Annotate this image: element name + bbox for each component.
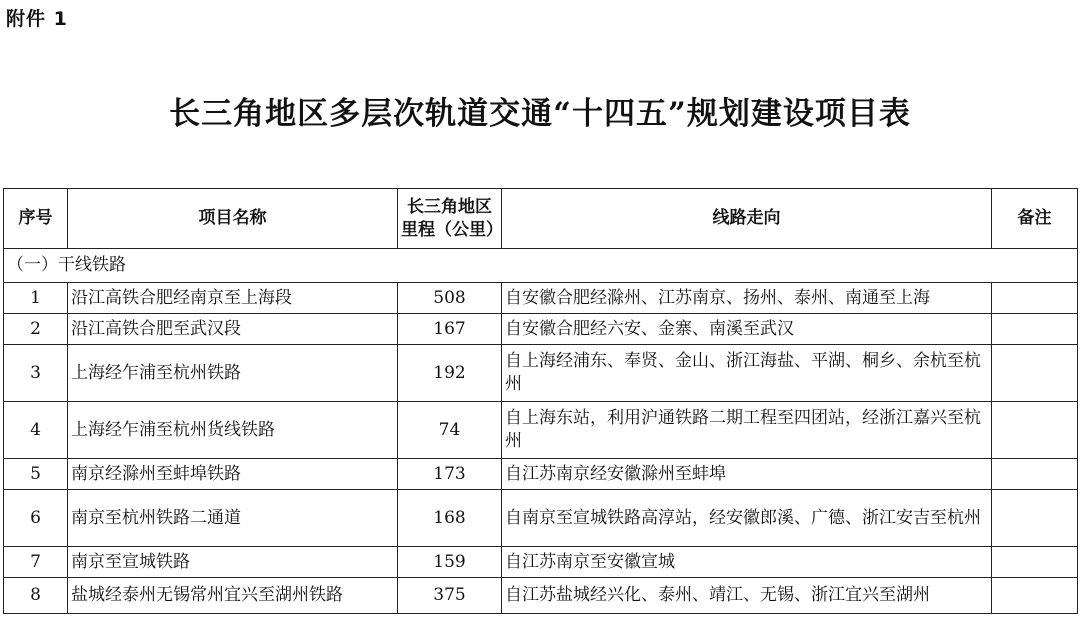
cell-name: 南京至杭州铁路二通道 bbox=[68, 490, 398, 547]
cell-name: 南京至宣城铁路 bbox=[68, 547, 398, 578]
cell-route: 自安徽合肥经六安、金寨、南溪至武汉 bbox=[502, 314, 992, 345]
header-mileage bbox=[398, 189, 502, 249]
table-row bbox=[4, 578, 1078, 614]
cell-mileage: 508 bbox=[398, 283, 502, 314]
header-notes: 备注 bbox=[992, 189, 1078, 249]
cell-name: 上海经乍浦至杭州货线铁路 bbox=[68, 402, 398, 459]
document-title: 长三角地区多层次轨道交通“十四五”规划建设项目表 bbox=[169, 96, 911, 132]
project-table bbox=[3, 188, 1078, 614]
cell-note bbox=[992, 578, 1078, 614]
cell-route: 自江苏南京经安徽滁州至蚌埠 bbox=[502, 459, 992, 490]
cell-note bbox=[992, 459, 1078, 490]
header-seq: 序号 bbox=[4, 189, 68, 249]
cell-mileage: 192 bbox=[398, 345, 502, 402]
cell-note bbox=[992, 314, 1078, 345]
cell-route: 自江苏南京至安徽宣城 bbox=[502, 547, 992, 578]
header-name: 项目名称 bbox=[68, 189, 398, 249]
cell-route: 自上海东站，利用沪通铁路二期工程至四团站，经浙江嘉兴至杭州 bbox=[502, 402, 992, 459]
cell-seq: 8 bbox=[4, 578, 68, 614]
cell-seq: 1 bbox=[4, 283, 68, 314]
table-row bbox=[4, 314, 1078, 345]
table-row bbox=[4, 490, 1078, 547]
cell-seq: 3 bbox=[4, 345, 68, 402]
cell-mileage: 74 bbox=[398, 402, 502, 459]
cell-note bbox=[992, 345, 1078, 402]
table-row bbox=[4, 402, 1078, 459]
cell-note bbox=[992, 547, 1078, 578]
section-row bbox=[4, 249, 1078, 283]
cell-seq: 2 bbox=[4, 314, 68, 345]
table-header-row bbox=[4, 189, 1078, 249]
cell-mileage: 375 bbox=[398, 578, 502, 614]
attachment-label: 附件 1 bbox=[6, 8, 68, 30]
table-row bbox=[4, 345, 1078, 402]
cell-seq: 6 bbox=[4, 490, 68, 547]
cell-name: 南京经滁州至蚌埠铁路 bbox=[68, 459, 398, 490]
table-row bbox=[4, 547, 1078, 578]
cell-seq: 7 bbox=[4, 547, 68, 578]
cell-mileage: 167 bbox=[398, 314, 502, 345]
table-row bbox=[4, 283, 1078, 314]
cell-note bbox=[992, 402, 1078, 459]
cell-name: 沿江高铁合肥经南京至上海段 bbox=[68, 283, 398, 314]
cell-mileage: 173 bbox=[398, 459, 502, 490]
cell-seq: 4 bbox=[4, 402, 68, 459]
cell-name: 盐城经泰州无锡常州宜兴至湖州铁路 bbox=[68, 578, 398, 614]
cell-note bbox=[992, 283, 1078, 314]
table-row bbox=[4, 459, 1078, 490]
section-label: （一）干线铁路 bbox=[4, 249, 1078, 283]
cell-note bbox=[992, 490, 1078, 547]
header-mileage-line1: 长三角地区 bbox=[407, 196, 492, 217]
cell-route: 自江苏盐城经兴化、泰州、靖江、无锡、浙江宜兴至湖州 bbox=[502, 578, 992, 614]
cell-name: 上海经乍浦至杭州铁路 bbox=[68, 345, 398, 402]
header-mileage-line2: 里程（公里） bbox=[401, 219, 503, 240]
cell-mileage: 168 bbox=[398, 490, 502, 547]
cell-route: 自上海经浦东、奉贤、金山、浙江海盐、平湖、桐乡、余杭至杭州 bbox=[502, 345, 992, 402]
cell-mileage: 159 bbox=[398, 547, 502, 578]
cell-route: 自南京至宣城铁路高淳站，经安徽郎溪、广德、浙江安吉至杭州 bbox=[502, 490, 992, 547]
cell-route: 自安徽合肥经滁州、江苏南京、扬州、泰州、南通至上海 bbox=[502, 283, 992, 314]
header-route: 线路走向 bbox=[502, 189, 992, 249]
cell-seq: 5 bbox=[4, 459, 68, 490]
cell-name: 沿江高铁合肥至武汉段 bbox=[68, 314, 398, 345]
